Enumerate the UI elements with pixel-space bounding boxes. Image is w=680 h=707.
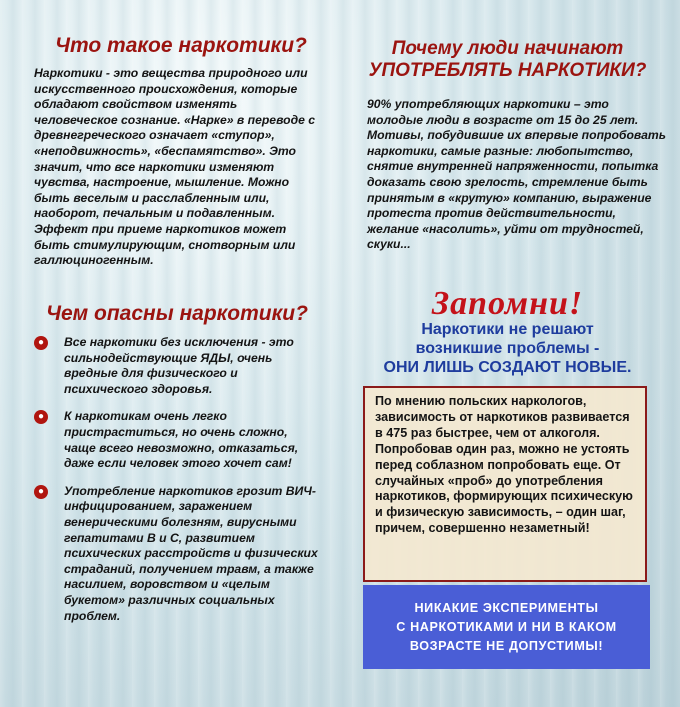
apple-bullet-icon: ● — [34, 485, 48, 499]
list-item-text: Употребление наркотиков грозит ВИЧ-инфицированием, заражением венерическими болезням, вирусными гепатитами В и С, развитием психических расстройств и физических страданий, получением травм, а также насилием, воровством и «целым букетом» различных социальных проблем. — [64, 483, 318, 623]
heading-why-start-line1: Почему люди начинают — [391, 38, 624, 59]
key-message-line3: ОНИ ЛИШЬ СОЗДАЮТ НОВЫЕ. — [383, 359, 632, 376]
heading-why-dangerous: Чем опасны наркотики? — [46, 302, 308, 325]
list-item-text: Все наркотики без исключения - это сильнодействующие ЯДЫ, очень вредные для физического и психического здоровья. — [64, 335, 294, 396]
key-message — [345, 320, 670, 377]
heading-why-start-line2: УПОТРЕБЛЯТЬ НАРКОТИКИ? — [368, 60, 647, 81]
heading-why-start — [345, 38, 670, 82]
paragraph-motives: 90% употребляющих наркотики – это молодые люди в возрасте от 15 до 25 лет. Мотивы, побудившие их впервые попробовать наркотики, самые разные: любопытство, снятие внутренней напряженности, попытка доказать свою зрелость, стремление быть принятым в «крутую» компанию, выражение протеста против действительности, желание «насолить», уйти от трудностей, скуки... — [367, 97, 666, 252]
list-item — [32, 409, 322, 471]
paragraph-definition: Наркотики - это вещества природного или искусственного происхождения, которые обладают свойством изменять человеческое сознание. «Нарке» в переводе с древнегреческого означает «ступор», «неподвижность», «беспамятство». Это значит, что все наркотики изменяют чувства, настроение, мышление. Можно быть веселым и расслабленным или, наоборот, печальным и подавленным. Эффект при приеме наркотиков может быть стимулирующим, снотворным или галлюциногенным. — [34, 66, 316, 268]
key-message-line2: возникшие проблемы - — [415, 340, 600, 357]
heading-what-are-drugs: Что такое наркотики? — [55, 34, 307, 57]
warning-box — [363, 585, 650, 669]
key-message-line1: Наркотики не решают — [421, 321, 594, 338]
list-item-text: К наркотикам очень легко пристраститься, но очень сложно, чаще всего невозможно, отказаться, даже если человек этого хочет сам! — [64, 409, 299, 471]
fact-box-text: По мнению польских наркологов, зависимость от наркотиков развивается в 475 раз быстрее, чем от алкоголя. Попробовав один раз, можно не устоять перед соблазном попробовать еще. От случайных «проб» до употребления наркотиков, формирующих психическую и физическую зависимость, – один шаг, причем, совершенно незаметный! — [375, 394, 633, 536]
list-item — [32, 335, 322, 397]
remember-heading: Запомни! — [431, 285, 584, 322]
fact-box — [363, 386, 647, 582]
danger-list — [32, 335, 322, 636]
list-item — [32, 484, 322, 624]
warning-line3: ВОЗРАСТЕ НЕ ДОПУСТИМЫ! — [409, 639, 604, 653]
apple-bullet-icon: ● — [34, 410, 48, 424]
apple-bullet-icon: ● — [34, 336, 48, 350]
warning-line1: НИКАКИЕ ЭКСПЕРИМЕНТЫ — [414, 601, 599, 615]
warning-line2: С НАРКОТИКАМИ И НИ В КАКОМ — [396, 620, 617, 634]
